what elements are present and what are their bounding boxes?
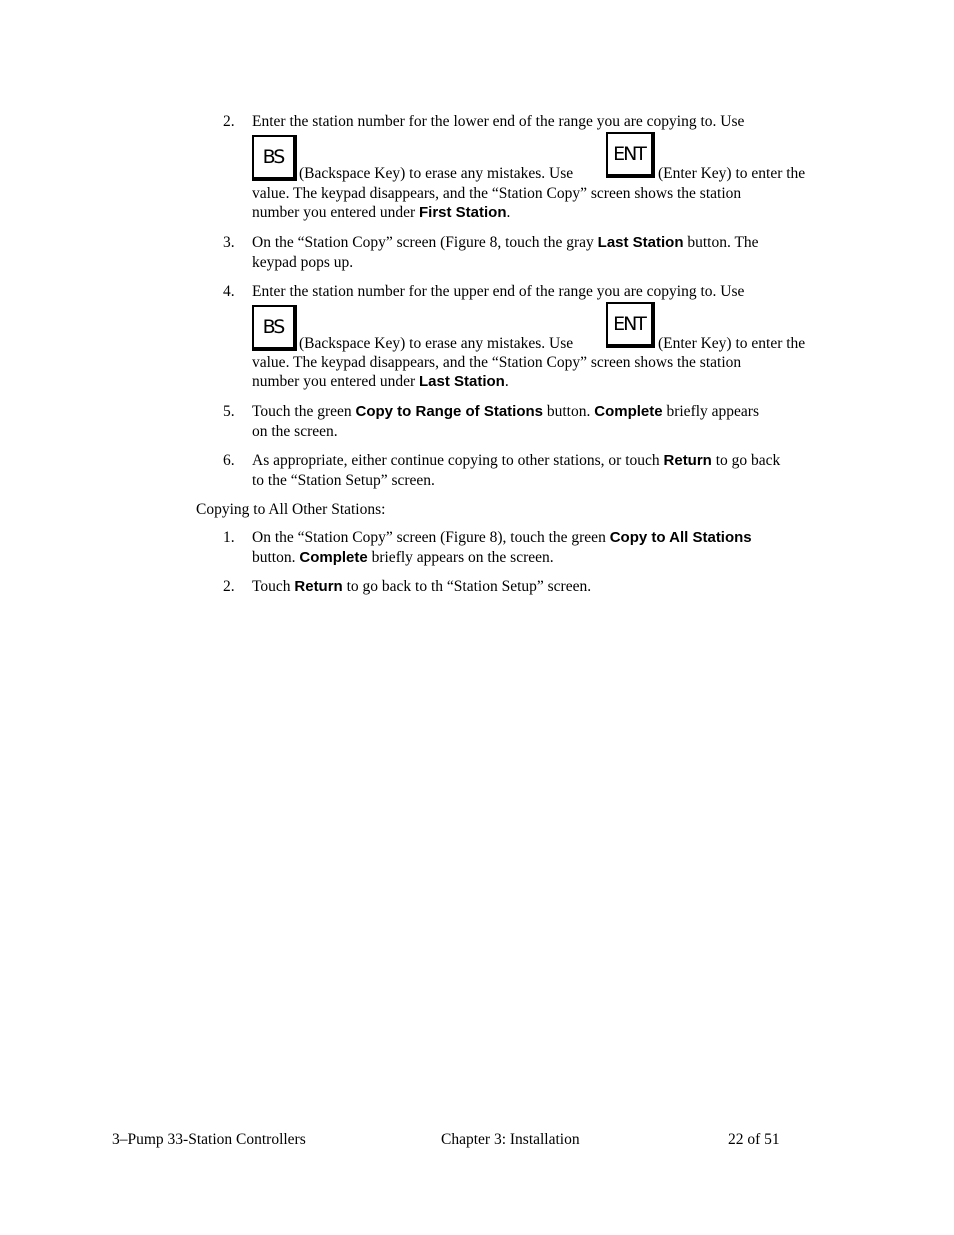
text-run: to go back (711, 452, 781, 469)
ui-term: Copy to All Stations (609, 529, 752, 546)
step-number: 5. (223, 403, 235, 420)
step-number: 2. (223, 578, 235, 595)
step-number: 1. (223, 529, 235, 546)
step-text: Enter the station number for the lower end of the range you are copying to. Use (252, 113, 745, 130)
footer-product: 3–Pump 33-Station Controllers (112, 1131, 306, 1148)
step-text: Enter the station number for the upper end of the range you are copying to. Use (252, 283, 745, 300)
step-text: on the screen. (252, 423, 338, 440)
text-run: Touch the green (252, 403, 356, 420)
step-text (252, 234, 759, 252)
text-run: briefly appears on the screen. (367, 549, 554, 566)
step-text: value. The keypad disappears, and the “Station Copy” screen shows the station (252, 185, 742, 202)
step-text: (Enter Key) to enter the (658, 335, 806, 352)
text-run: button. The (683, 234, 759, 251)
ui-term: Last Station (597, 234, 684, 251)
text-run: As appropriate, either continue copying to other stations, or touch (252, 452, 664, 469)
step-text (252, 578, 591, 596)
step-text: keypad pops up. (252, 254, 354, 271)
ui-term: Return (294, 578, 343, 595)
step-text: (Backspace Key) to erase any mistakes. Use (299, 335, 574, 352)
step-text (252, 373, 509, 391)
ui-term: First Station (419, 204, 507, 221)
footer-page-number: 22 of 51 (728, 1131, 780, 1148)
text-run: button. (543, 403, 595, 420)
ui-term: Complete (594, 403, 663, 420)
step-number: 2. (223, 113, 235, 130)
step-text (252, 549, 554, 567)
step-text: (Enter Key) to enter the (658, 165, 806, 182)
text-run: button. (252, 549, 300, 566)
step-text: value. The keypad disappears, and the “Station Copy” screen shows the station (252, 354, 742, 371)
backspace-key-icon: BS (252, 305, 297, 351)
footer-chapter: Chapter 3: Installation (441, 1131, 580, 1148)
text-run: Touch (252, 578, 295, 595)
enter-key-icon: ENT (606, 132, 655, 178)
text-run: On the “Station Copy” screen (Figure 8), touch the green (252, 529, 610, 546)
step-text: (Backspace Key) to erase any mistakes. Use (299, 165, 574, 182)
text-run: On the “Station Copy” screen (Figure 8, touch the gray (252, 234, 598, 251)
text-run: number you entered under (252, 373, 419, 390)
step-number: 6. (223, 452, 235, 469)
step-text (252, 204, 510, 222)
text-run: . (504, 373, 509, 390)
ui-term: Return (663, 452, 712, 469)
text-run: to go back to th “Station Setup” screen. (342, 578, 592, 595)
step-text: to the “Station Setup” screen. (252, 472, 435, 489)
step-text (252, 403, 759, 421)
enter-key-icon: ENT (606, 302, 655, 348)
section-heading: Copying to All Other Stations: (196, 501, 386, 518)
text-run: briefly appears (662, 403, 759, 420)
text-run: number you entered under (252, 204, 419, 221)
step-text (252, 452, 780, 470)
ui-term: Last Station (419, 373, 505, 390)
text-run: . (506, 204, 511, 221)
backspace-key-icon: BS (252, 135, 297, 181)
step-text (252, 529, 752, 547)
ui-term: Complete (299, 549, 368, 566)
ui-term: Copy to Range of Stations (355, 403, 543, 420)
step-number: 3. (223, 234, 235, 251)
step-number: 4. (223, 283, 235, 300)
